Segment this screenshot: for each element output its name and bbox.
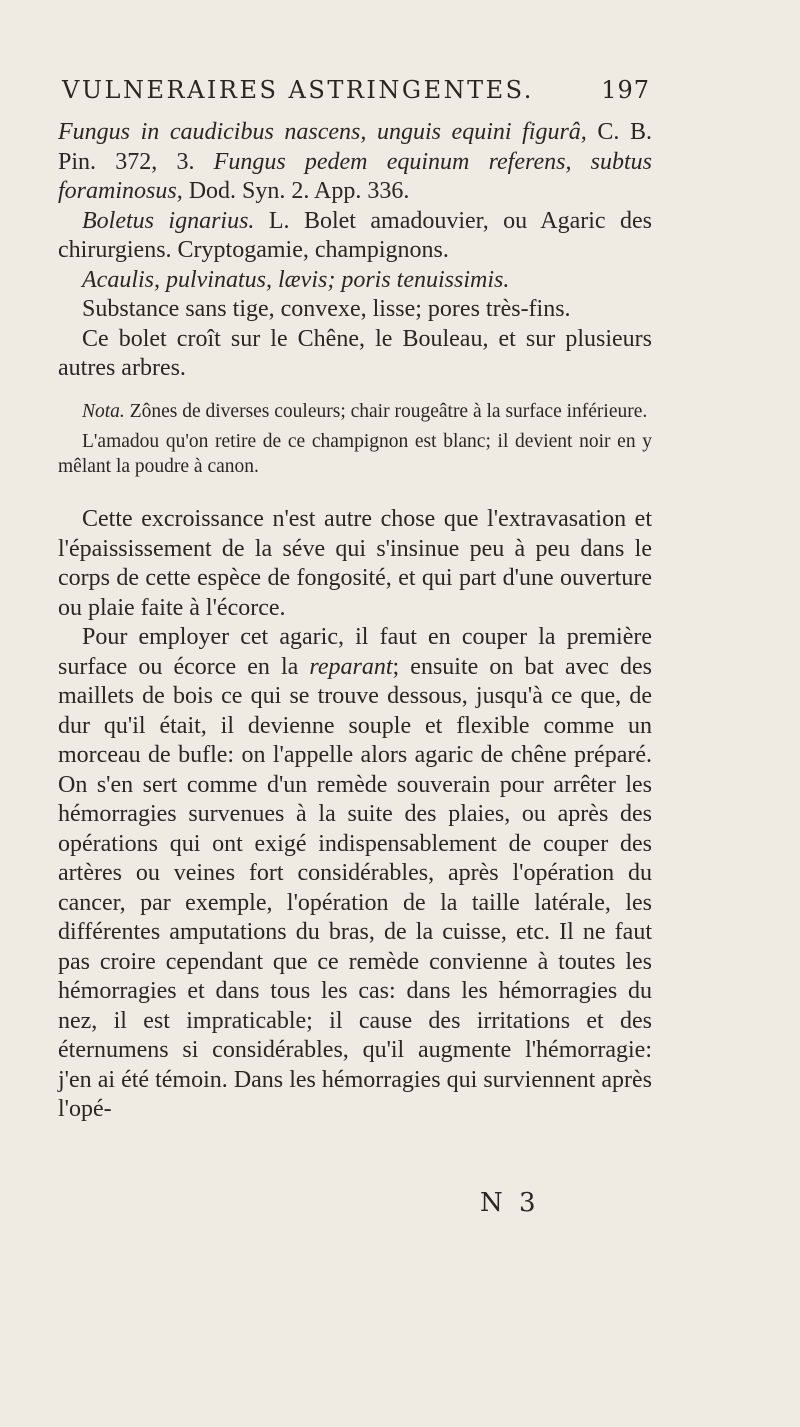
latin-name: Fungus in caudicibus nascens, unguis equini figurâ, (58, 119, 587, 145)
running-header (62, 76, 650, 104)
note-paragraph: L'amadou qu'on retire de ce champignon est blanc; il devient noir en y mêlant la poudre à canon. (58, 431, 652, 477)
latin-name: Boletus ignarius. (82, 207, 255, 234)
page-number: 197 (601, 76, 650, 104)
description-paragraph: Substance sans tige, convexe, lisse; pores très-fins. (82, 296, 571, 322)
header-title: VULNERAIRES ASTRINGENTES. (62, 76, 534, 104)
latin-name: Fungus pedem equinum referens, subtus foraminosus, (58, 148, 653, 204)
body-paragraph: Cette excroissance n'est autre chose que l'extravasation et l'épaississement de la séve qui s'insinue peu à peu dans le corps de cette espèce de fongosité, et qui part d'une ouverture ou plaie faite à l'écorce. (58, 506, 652, 621)
body-paragraph: Pour employer cet agaric, il faut en couper la première surface ou écorce en la reparant; ensuite on bat avec des maillets de bois ce qui se trouve dessous, jusqu'à ce que, de dur qu'il était, il devienne souple et flexible comme un morceau de bufle: on l'appelle alors agaric de chêne préparé. On s'en sert comme d'un remède souverain pour arrêter les hémorragies survenues à la suite des plaies, ou après des opérations qui ont exigé indispensablement de couper des artères ou veines fort considérables, après l'opération du cancer, par exemple, l'opération de la taille latérale, les différentes amputations du bras, de la cuisse, etc. Il ne faut pas croire cependant que ce remède convienne à toutes les hémorragies et dans tous les cas: dans les hémorragies du nez, il est impraticable; il cause des irritations et des éternumens si considérables, qu'il augmente l'hémorragie: j'en ai été témoin. Dans les hémorragies qui surviennent après l'opé- (58, 624, 653, 1122)
habitat-paragraph: Ce bolet croît sur le Chêne, le Bouleau, et sur plusieurs autres arbres. (58, 325, 652, 381)
reference: C. B. Pin. 372, 3. (58, 119, 652, 175)
reference: Dod. Syn. 2. App. 336. (182, 178, 410, 204)
note-paragraph: Nota. Zônes de diverses couleurs; chair rougeâtre à la surface inférieure. (82, 400, 648, 422)
common-name: L. Bolet amadouvier, ou Agaric des chirurgiens. Cryptogamie, champignons. (58, 207, 652, 263)
latin-description: Acaulis, pulvinatus, lævis; poris tenuissimis. (82, 266, 510, 293)
linnaean-paragraph (58, 207, 652, 266)
synonym-paragraph (58, 118, 652, 207)
signature-mark: N 3 (480, 1188, 540, 1218)
body-text (58, 118, 652, 1125)
